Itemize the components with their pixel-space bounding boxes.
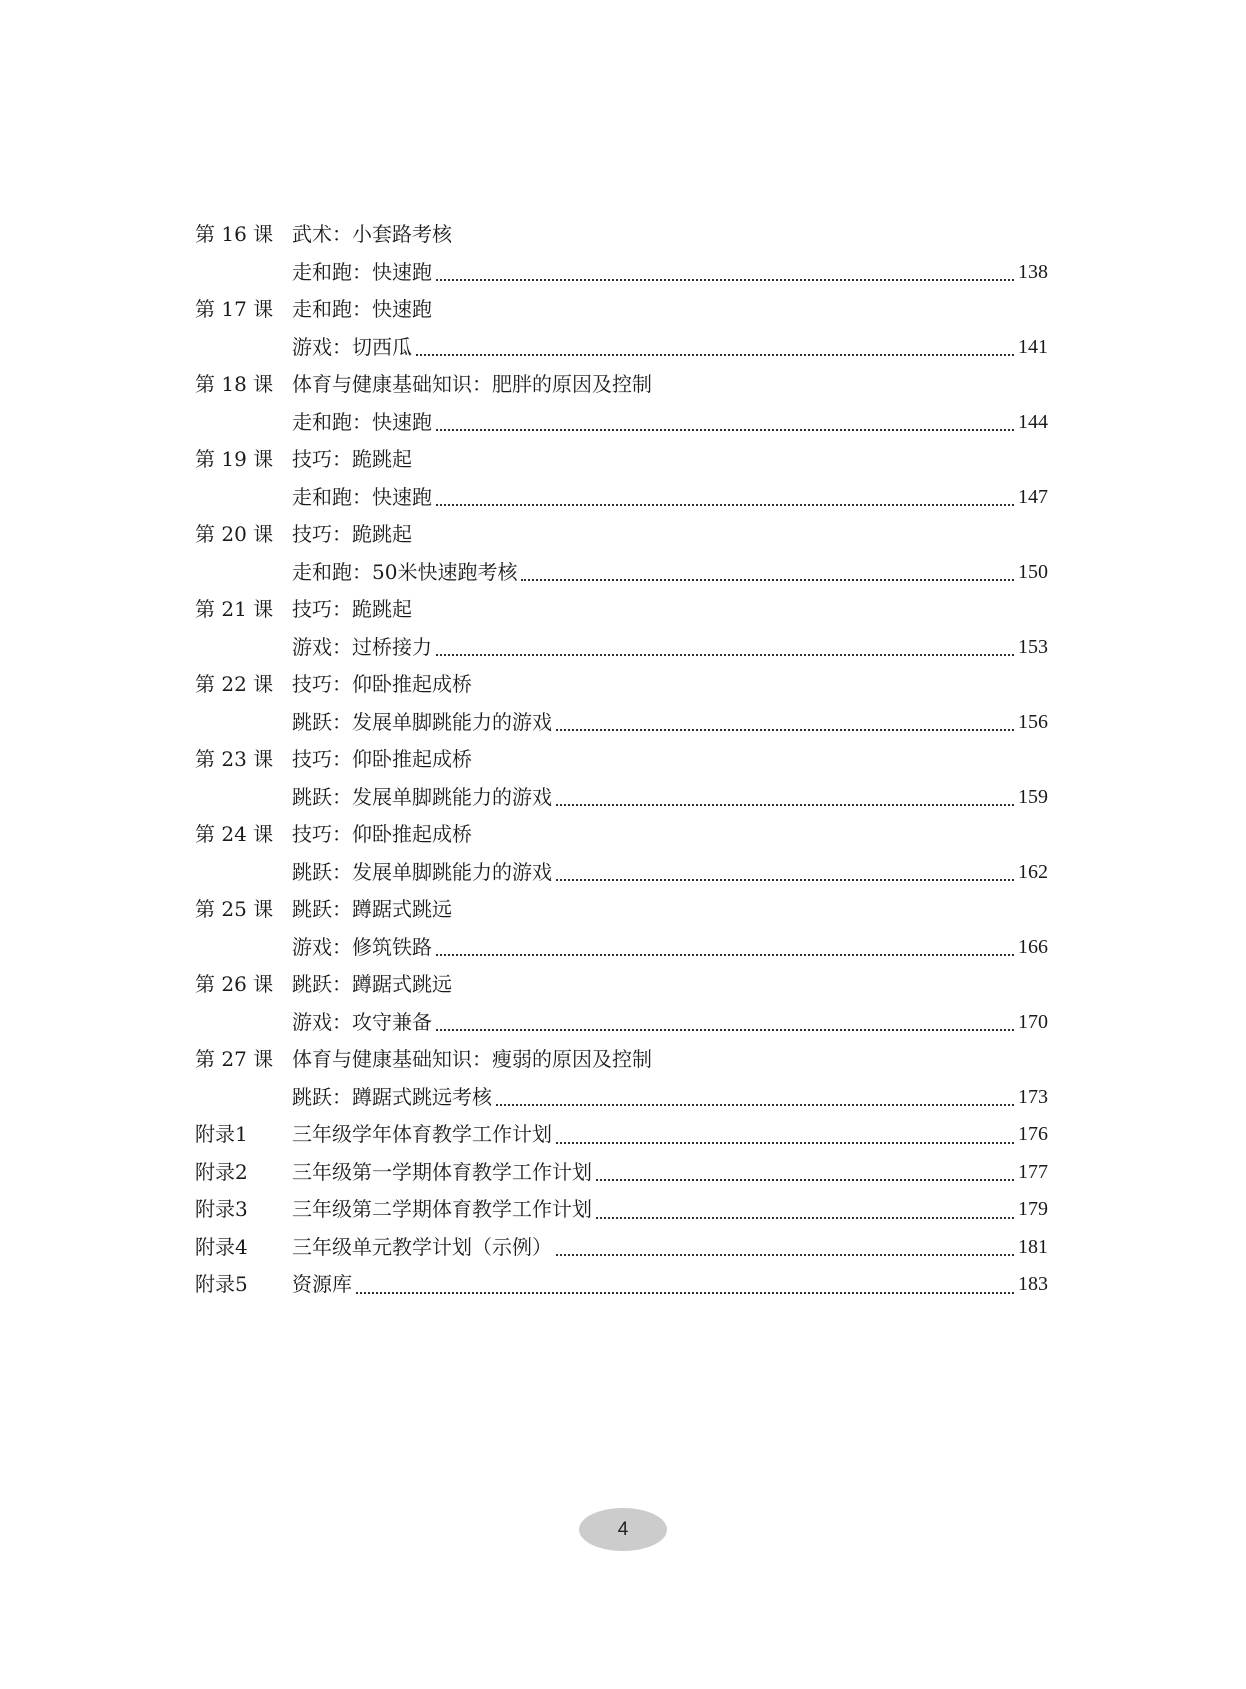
toc-entry-row[interactable] (195, 254, 1048, 292)
page-ref: 141 (1018, 335, 1048, 358)
dot-leader (436, 929, 1014, 967)
lesson-label: 第 19 课 (195, 447, 274, 471)
lesson-label: 第 16 课 (195, 222, 274, 246)
toc-lesson-row[interactable] (195, 891, 1048, 929)
lesson-title: 技巧：仰卧推起成桥 (292, 747, 472, 771)
lesson-label: 第 23 课 (195, 747, 274, 771)
lesson-title: 技巧：仰卧推起成桥 (292, 822, 472, 846)
appendix-title: 三年级单元教学计划（示例） (292, 1234, 552, 1259)
entry-title: 游戏：切西瓜 (292, 334, 412, 359)
lesson-label: 第 26 课 (195, 972, 274, 996)
lesson-label: 第 20 课 (195, 522, 274, 546)
dot-leader (556, 1116, 1014, 1154)
table-of-contents (195, 216, 1048, 1304)
toc-entry-row[interactable] (195, 1079, 1048, 1117)
dot-leader (436, 404, 1014, 442)
toc-lesson-row[interactable] (195, 591, 1048, 629)
lesson-title: 武术：小套路考核 (292, 222, 452, 246)
appendix-label: 附录4 (195, 1234, 248, 1259)
page-ref: 179 (1018, 1198, 1048, 1220)
entry-title: 走和跑：快速跑 (292, 484, 432, 509)
toc-lesson-row[interactable] (195, 366, 1048, 404)
toc-entry-row[interactable] (195, 779, 1048, 817)
toc-lesson-row[interactable] (195, 216, 1048, 254)
page-ref: 177 (1018, 1160, 1048, 1183)
toc-entry-row[interactable] (195, 479, 1048, 517)
page-ref: 183 (1018, 1273, 1048, 1295)
appendix-title: 三年级学年体育教学工作计划 (292, 1122, 552, 1146)
dot-leader (436, 1004, 1014, 1042)
toc-lesson-row[interactable] (195, 1041, 1048, 1079)
lesson-label: 第 17 课 (195, 297, 274, 321)
entry-title: 跳跃：发展单脚跳能力的游戏 (292, 784, 552, 809)
dot-leader (416, 329, 1014, 367)
dot-leader (556, 1229, 1014, 1267)
toc-lesson-row[interactable] (195, 291, 1048, 329)
appendix-label: 附录1 (195, 1122, 248, 1146)
toc-entry-row[interactable] (195, 1004, 1048, 1042)
page-ref: 166 (1018, 935, 1048, 958)
page-number: 4 (617, 1518, 629, 1540)
page-ref: 159 (1018, 785, 1048, 808)
entry-title: 游戏：过桥接力 (292, 634, 432, 659)
page-ref: 170 (1018, 1010, 1048, 1033)
appendix-label: 附录5 (195, 1272, 248, 1296)
dot-leader (496, 1079, 1014, 1117)
entry-title: 游戏：修筑铁路 (292, 934, 432, 959)
dot-leader (436, 629, 1014, 667)
appendix-label: 附录2 (195, 1159, 248, 1184)
page-ref: 156 (1018, 710, 1048, 733)
lesson-label: 第 21 课 (195, 597, 274, 621)
lesson-title: 技巧：跪跳起 (292, 447, 412, 471)
dot-leader (436, 479, 1014, 517)
dot-leader (556, 704, 1014, 742)
lesson-title: 跳跃：蹲踞式跳远 (292, 897, 452, 921)
lesson-title: 体育与健康基础知识：肥胖的原因及控制 (292, 372, 652, 396)
appendix-title: 三年级第二学期体育教学工作计划 (292, 1197, 592, 1221)
dot-leader (596, 1191, 1014, 1229)
toc-entry-row[interactable] (195, 854, 1048, 892)
page-ref: 173 (1018, 1085, 1048, 1108)
entry-title: 跳跃：蹲踞式跳远考核 (292, 1084, 492, 1109)
appendix-title: 资源库 (292, 1272, 352, 1296)
dot-leader (556, 854, 1014, 892)
dot-leader (521, 554, 1014, 592)
toc-appendix-row[interactable] (195, 1191, 1048, 1229)
toc-lesson-row[interactable] (195, 516, 1048, 554)
entry-title: 跳跃：发展单脚跳能力的游戏 (292, 709, 552, 734)
entry-title: 走和跑：快速跑 (292, 409, 432, 434)
toc-appendix-row[interactable] (195, 1266, 1048, 1304)
page-ref: 153 (1018, 635, 1048, 658)
toc-entry-row[interactable] (195, 629, 1048, 667)
toc-lesson-row[interactable] (195, 741, 1048, 779)
toc-entry-row[interactable] (195, 329, 1048, 367)
appendix-label: 附录3 (195, 1197, 248, 1221)
lesson-label: 第 22 课 (195, 672, 274, 696)
page-ref: 176 (1018, 1123, 1048, 1145)
page-ref: 144 (1018, 410, 1048, 433)
lesson-title: 技巧：跪跳起 (292, 597, 412, 621)
page-number-badge (579, 1508, 667, 1551)
toc-entry-row[interactable] (195, 554, 1048, 592)
page-ref: 162 (1018, 860, 1048, 883)
toc-entry-row[interactable] (195, 404, 1048, 442)
entry-title: 游戏：攻守兼备 (292, 1009, 432, 1034)
toc-appendix-row[interactable] (195, 1229, 1048, 1267)
lesson-label: 第 18 课 (195, 372, 274, 396)
toc-lesson-row[interactable] (195, 441, 1048, 479)
lesson-label: 第 25 课 (195, 897, 274, 921)
lesson-label: 第 27 课 (195, 1047, 274, 1071)
dot-leader (436, 254, 1014, 292)
toc-lesson-row[interactable] (195, 816, 1048, 854)
lesson-title: 体育与健康基础知识：瘦弱的原因及控制 (292, 1047, 652, 1071)
dot-leader (596, 1154, 1014, 1192)
entry-title: 走和跑：50米快速跑考核 (292, 559, 518, 584)
page-ref: 181 (1018, 1235, 1048, 1258)
dot-leader (356, 1266, 1014, 1304)
toc-appendix-row[interactable] (195, 1154, 1048, 1192)
entry-title: 跳跃：发展单脚跳能力的游戏 (292, 859, 552, 884)
page-ref: 147 (1018, 485, 1048, 508)
page-ref: 150 (1018, 560, 1048, 583)
toc-lesson-row[interactable] (195, 966, 1048, 1004)
entry-title: 走和跑：快速跑 (292, 259, 432, 284)
page-ref: 138 (1018, 260, 1048, 283)
toc-appendix-row[interactable] (195, 1116, 1048, 1154)
lesson-title: 跳跃：蹲踞式跳远 (292, 972, 452, 996)
toc-entry-row[interactable] (195, 704, 1048, 742)
lesson-title: 技巧：跪跳起 (292, 522, 412, 546)
dot-leader (556, 779, 1014, 817)
appendix-title: 三年级第一学期体育教学工作计划 (292, 1159, 592, 1184)
lesson-title: 走和跑：快速跑 (292, 297, 432, 321)
lesson-title: 技巧：仰卧推起成桥 (292, 672, 472, 696)
toc-entry-row[interactable] (195, 929, 1048, 967)
lesson-label: 第 24 课 (195, 822, 274, 846)
toc-lesson-row[interactable] (195, 666, 1048, 704)
